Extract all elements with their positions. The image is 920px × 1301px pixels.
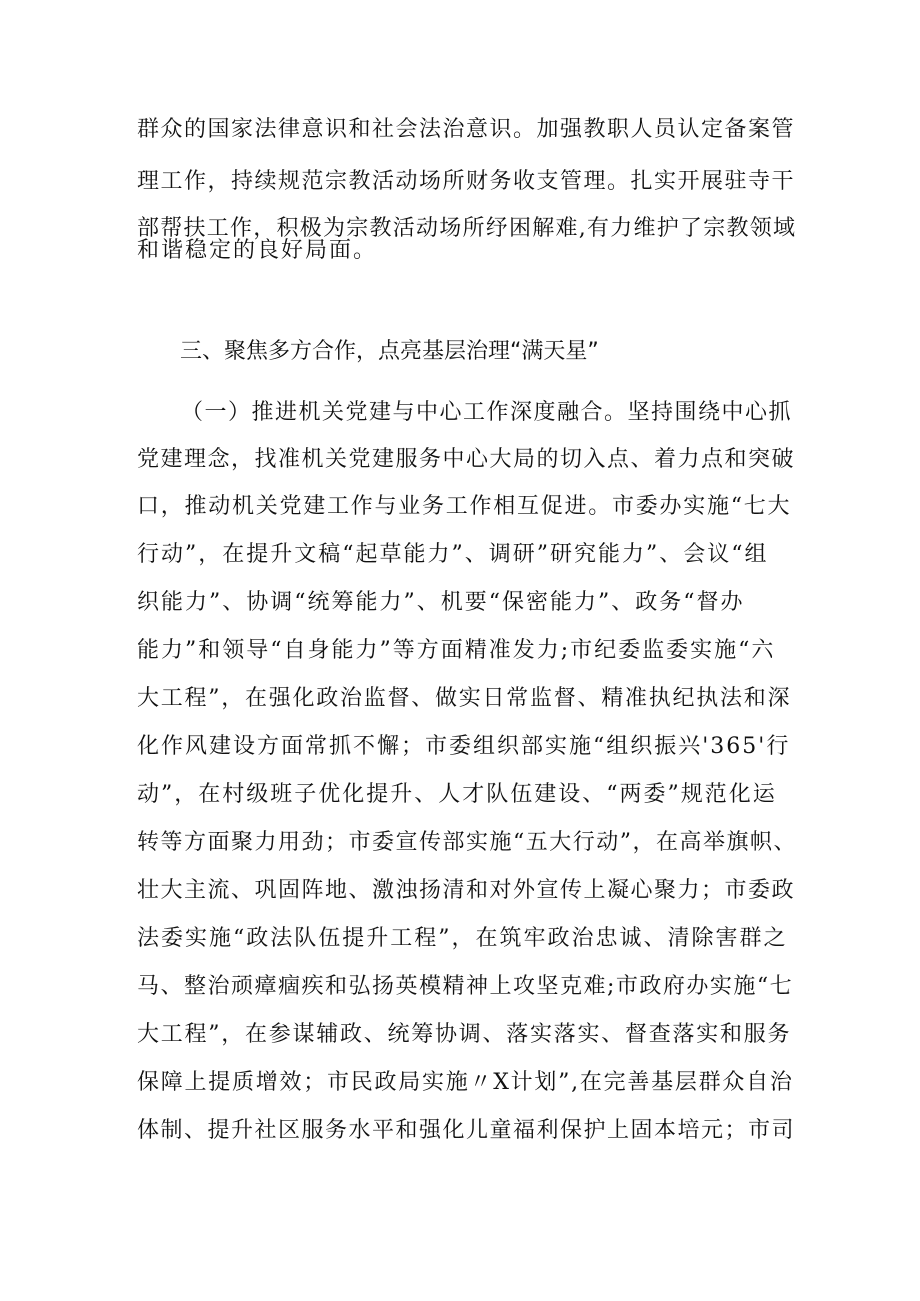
paragraph-line: （一）推进机关党建与中心工作深度融合。坚持围绕中心抓: [181, 400, 793, 425]
paragraph-line: 理工作，持续规范宗教活动场所财务收支管理。扎实开展驻寺干: [137, 169, 796, 194]
paragraph-line: 动”，在村级班子优化提升、人才队伍建设、“两委”规范化运: [137, 782, 777, 807]
paragraph-line: 部帮扶工作，积极为宗教活动场所纾困解难,有力维护了宗教领域: [137, 216, 797, 241]
paragraph-line: 大工程”，在参谋辅政、统筹协调、落实落实、督查落实和服务: [137, 1022, 792, 1047]
paragraph-line: 群众的国家法律意识和社会法治意识。加强教职人员认定备案管: [137, 117, 796, 142]
paragraph-line: 织能力”、协调“统筹能力”、机要“保密能力”、政务“督办: [137, 590, 745, 615]
paragraph-line: 行动”，在提升文稿“起草能力”、调研”研究能力”、会议“组: [137, 542, 769, 567]
paragraph-line: 壮大主流、巩固阵地、激浊扬清和对外宣传上凝心聚力；市委政: [137, 878, 796, 903]
paragraph-line: 保障上提质增效；市民政局实施〃X计划”,在完善基层群众自治: [137, 1070, 794, 1095]
section-heading: 三、聚焦多方合作，点亮基层治理“满天星”: [180, 339, 599, 364]
paragraph-line: 法委实施“政法队伍提升工程”，在筑牢政治忠诚、清除害群之: [137, 926, 788, 951]
paragraph-line: 党建理念，找准机关党建服务中心大局的切入点、着力点和突破: [137, 447, 796, 472]
paragraph-line: 转等方面聚力用劲；市委宣传部实施“五大行动”，在高举旗帜、: [137, 830, 797, 855]
paragraph-line: 化作风建设方面常抓不懈；市委组织部实施“组织振兴'365'行: [137, 734, 791, 759]
paragraph-line: 能力”和领导“自身能力”等方面精准发力;市纪委监委实施“六: [137, 638, 776, 663]
paragraph-line: 和谐稳定的良好局面。: [137, 238, 378, 263]
paragraph-line: 大工程”，在强化政治监督、做实日常监督、精准执纪执法和深: [137, 686, 792, 711]
paragraph-line: 口，推动机关党建工作与业务工作相互促进。市委办实施“七大: [137, 494, 792, 519]
paragraph-line: 马、整治顽瘴痼疾和弘扬英模精神上攻坚克难;市政府办实施“七: [137, 974, 794, 999]
paragraph-line: 体制、提升社区服务水平和强化儿童福利保护上固本培元；市司: [137, 1118, 796, 1143]
